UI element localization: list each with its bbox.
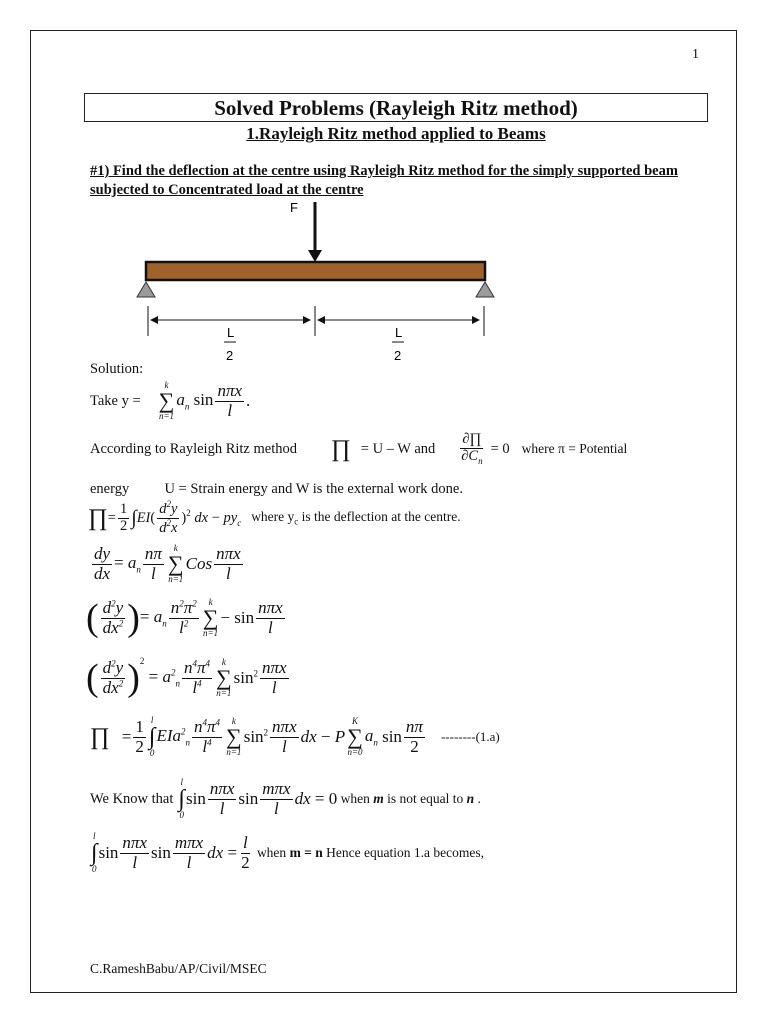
n-var: n [466, 791, 475, 806]
pi-def-tail: where y [251, 509, 295, 525]
energy-word: energy [90, 481, 130, 497]
eq-d2ydx2: ( $\frac{d^2y}{dx^2}$ ) = $a_n$ $\frac{n^2\pi^2}{l^2}$ k ∑ n=1 − sin $\frac{\text{nπx}}{l}$ [86, 597, 283, 639]
eq-zero: = 0 [490, 440, 510, 457]
eq-d2ydx2-squared: ( $\frac{d^2y}{dx^2}$ ) $^2$ = $a^2_n$ $\frac{n^4\pi^4}{l^4}$ k ∑ n=1 $\sin^2$ $\frac{\text{nπx}}{l}$ [86, 656, 287, 699]
sum-symbol: k ∑ n=1 [158, 380, 175, 421]
left-support [137, 282, 155, 297]
not-equal-text: is not equal to [387, 791, 464, 806]
load-label: F [290, 200, 298, 215]
eq-pi-def: ∏ = $\frac{1}{2}$ ∫ EI ( $\frac{d^2y}{d^2x}$ )$^2$ dx − $py_c$ where $y_c$ is the deflection at the centre. [88, 499, 461, 536]
energy-definition: U = Strain energy and W is the external work done. [164, 481, 463, 497]
solution-label: Solution: [90, 361, 144, 377]
m-var: m [373, 791, 384, 806]
page-number: 1 [692, 47, 699, 62]
section-subtitle: 1.Rayleigh Ritz method applied to Beams [246, 124, 546, 143]
we-know-text: We Know that [90, 790, 174, 807]
energy-line [90, 481, 463, 498]
take-y-label: Take y = [90, 392, 141, 409]
eq-take-y: Take y = k ∑ n=1 $a_n$ sin $\frac{\text{nπx}}{l}$ . [90, 380, 251, 421]
eq-m-equals-n: l ∫ 0 sin $\frac{\text{nπx}}{l}$ sin $\frac{\text{mπx}}{l}$ dx = $\frac{l}{2}$ when m = n Hence equation 1.a becomes, [91, 831, 484, 874]
footer: C.RameshBabu/AP/Civil/MSEC [90, 961, 267, 976]
span-left-num: L [227, 325, 235, 340]
m-equals-n: m = n [289, 845, 323, 860]
page-title: Solved Problems (Rayleigh Ritz method) [84, 93, 708, 122]
span-left-den: 2 [226, 348, 234, 363]
period: . [477, 791, 481, 806]
according-text: According to Rayleigh Ritz method [90, 440, 297, 457]
when-mn-text: when [256, 845, 287, 860]
when-text: when [340, 791, 370, 806]
eq-dydx: $\frac{dy}{dx}$ = $a_n$ $\frac{n\pi}{l}$ k ∑ n=1 Cos $\frac{\text{nπx}}{l}$ [94, 543, 241, 584]
right-support [476, 282, 494, 297]
potential-symbol: ∏ [331, 435, 351, 462]
pi-eq-text: = U – W and [360, 440, 436, 457]
span-right-den: 2 [394, 348, 402, 363]
eq-according: According to Rayleigh Ritz method ∏ = U – W and $\frac{\partial\prod}{\partial C_n}$ = 0 where π = Potential [90, 431, 628, 466]
pi-def-tail2: is the deflection at the centre. [301, 509, 461, 525]
eq-pi-full: ∏ = $\frac{1}{2}$ l ∫ 0 EIa$^2_n$ $\frac{n^4\pi^4}{l^4}$ k ∑ n=1 $\sin^2$ $\frac{\text{nπx}}{l}$ dx − P K ∑ n=0 $a_n$ sin $\frac{n\pi}{2}$ --------(1.a) [90, 715, 500, 758]
beam [146, 262, 485, 280]
beam-diagram [130, 198, 510, 368]
equation-reference: --------(1.a) [440, 729, 500, 744]
hence-text: Hence equation 1.a becomes, [326, 845, 484, 860]
problem-statement: #1) Find the deflection at the centre using Rayleigh Ritz method for the simply supported beam subjected to Concentrated load at the centre [90, 163, 678, 198]
eq-orthogonality: We Know that l ∫ 0 sin $\frac{\text{nπx}}{l}$ sin $\frac{\text{mπx}}{l}$ dx = 0 when m is not equal to n . [90, 777, 481, 820]
where-pi-text: where π = Potential [521, 441, 628, 457]
load-arrow-head [308, 250, 322, 262]
span-right-num: L [395, 325, 403, 340]
